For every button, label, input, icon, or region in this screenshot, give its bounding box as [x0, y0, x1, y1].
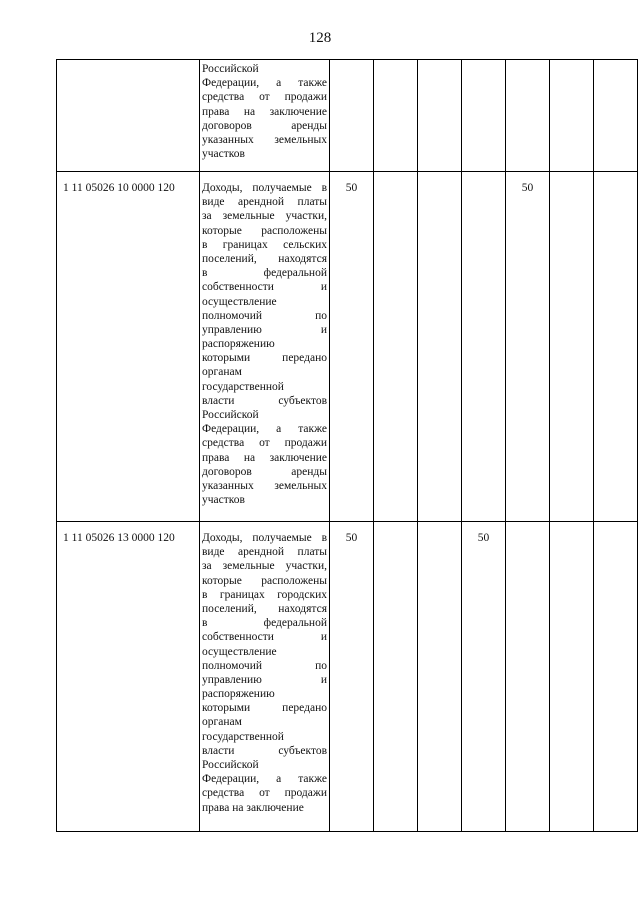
description-line: Доходы, получаемые в: [202, 532, 327, 544]
description-line: Доходы, получаемые в: [202, 182, 327, 194]
description-line: осуществление: [202, 645, 277, 658]
value-cell: [550, 522, 594, 832]
description-line: в границах городских: [202, 588, 327, 601]
value-cell: 50: [506, 172, 550, 522]
description-line: договоров аренды: [202, 465, 327, 478]
description-line: указанных земельных: [202, 133, 327, 146]
description-line: управлению и: [202, 323, 327, 336]
description-line: собственности и: [202, 631, 327, 644]
value-cell: [462, 172, 506, 522]
description-line: власти субъектов: [202, 394, 327, 407]
description-line: распоряжению: [202, 338, 275, 351]
description-cell: [200, 522, 330, 832]
description-line: собственности и: [202, 281, 327, 294]
value-cell: [594, 522, 638, 832]
description-line: органам: [202, 716, 242, 729]
table-body: [57, 60, 638, 832]
description-line: Российской: [202, 63, 259, 75]
description-line: права на заключение: [202, 801, 304, 814]
description-line: органам: [202, 366, 242, 379]
value-cell: [330, 60, 374, 172]
description-line: участков: [202, 148, 245, 161]
value-cell: [418, 522, 462, 832]
description-line: государственной: [202, 380, 284, 393]
revenue-table: [56, 59, 638, 832]
description-cell: [200, 172, 330, 522]
page-number: 128: [308, 30, 332, 46]
description-line: за земельные участки,: [202, 560, 327, 573]
description-line: участков: [202, 494, 245, 507]
description-line: указанных земельных: [202, 479, 327, 492]
value-cell: [550, 172, 594, 522]
description-line: права на заключение: [202, 105, 327, 118]
description-line: полномочий по: [202, 309, 327, 322]
table-row: [57, 172, 638, 522]
description-line: которые расположены: [202, 574, 327, 587]
description-line: виде арендной платы: [202, 546, 327, 559]
description-line: поселений, находятся: [202, 602, 327, 615]
value-cell: [506, 522, 550, 832]
description-line: которыми передано: [202, 702, 327, 715]
description-line: распоряжению: [202, 688, 275, 701]
value-cell: [374, 60, 418, 172]
description-line: Российской: [202, 759, 259, 771]
value-cell: [374, 522, 418, 832]
value-cell: [374, 172, 418, 522]
description-line: полномочий по: [202, 659, 327, 672]
value-cell: [594, 172, 638, 522]
description-line: Федерации, а также: [202, 773, 327, 786]
description-line: средства от продажи: [202, 91, 327, 104]
value-cell: [462, 60, 506, 172]
description-line: осуществление: [202, 295, 277, 308]
value-cell: [594, 60, 638, 172]
value-cell: [418, 60, 462, 172]
value-cell: [506, 60, 550, 172]
code-cell: 1 11 05026 10 0000 120: [57, 172, 200, 522]
description-line: Российской: [202, 409, 259, 421]
value-cell: 50: [462, 522, 506, 832]
value-cell: 50: [330, 522, 374, 832]
description-line: которыми передано: [202, 352, 327, 365]
description-line: средства от продажи: [202, 787, 327, 800]
value-cell: [418, 172, 462, 522]
description-line: в границах сельских: [202, 238, 327, 251]
description-line: виде арендной платы: [202, 196, 327, 209]
description-line: поселений, находятся: [202, 252, 327, 265]
value-cell: [550, 60, 594, 172]
description-line: за земельные участки,: [202, 210, 327, 223]
description-line: средства от продажи: [202, 437, 327, 450]
description-line: договоров аренды: [202, 119, 327, 132]
description-line: Федерации, а также: [202, 423, 327, 436]
description-line: в федеральной: [202, 267, 327, 280]
description-line: государственной: [202, 730, 284, 743]
table-row: [57, 60, 638, 172]
description-cell: [200, 60, 330, 172]
description-line: права на заключение: [202, 451, 327, 464]
table-row: [57, 522, 638, 832]
value-cell: 50: [330, 172, 374, 522]
description-line: Федерации, а также: [202, 77, 327, 90]
code-cell: [57, 60, 200, 172]
description-line: управлению и: [202, 673, 327, 686]
description-line: власти субъектов: [202, 744, 327, 757]
description-line: в федеральной: [202, 617, 327, 630]
code-cell: 1 11 05026 13 0000 120: [57, 522, 200, 832]
description-line: которые расположены: [202, 224, 327, 237]
